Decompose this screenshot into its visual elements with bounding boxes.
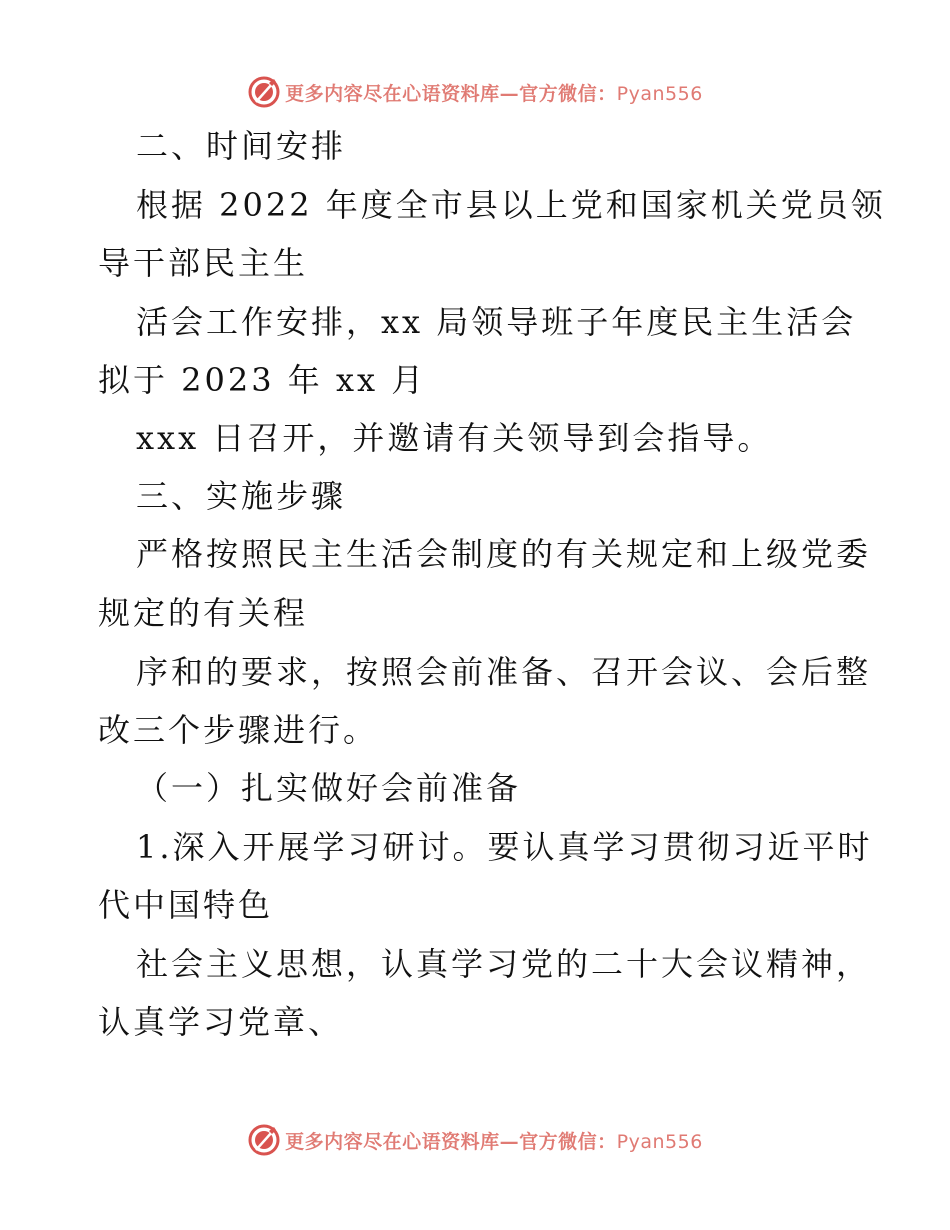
paragraph-line: 规定的有关程	[98, 594, 309, 632]
section-heading: 二、时间安排	[136, 127, 347, 165]
paragraph-line: 改三个步骤进行。	[98, 711, 379, 749]
pen-seal-icon	[247, 1123, 281, 1157]
paragraph-line: 序和的要求，按照会前准备、召开会议、会后整	[136, 653, 872, 691]
paragraph-line: 1.深入开展学习研讨。要认真学习贯彻习近平时	[136, 828, 873, 866]
paragraph-line: xxx 日召开，并邀请有关领导到会指导。	[136, 419, 773, 457]
paragraph-line: 严格按照民主生活会制度的有关规定和上级党委	[136, 535, 872, 573]
paragraph-line: 活会工作安排，xx 局领导班子年度民主生活会	[136, 303, 857, 341]
paragraph-line: 社会主义思想，认真学习党的二十大会议精神，	[136, 945, 872, 983]
section-heading: 三、实施步骤	[136, 477, 347, 515]
paragraph-line: 认真学习党章、	[98, 1003, 344, 1041]
footer-watermark	[0, 1120, 950, 1160]
pen-seal-icon	[247, 75, 281, 109]
paragraph-line: 拟于 2023 年 xx 月	[98, 361, 427, 399]
paragraph-line: 代中国特色	[98, 886, 274, 924]
watermark-text: 更多内容尽在心语资料库—官方微信：Pyan556	[285, 82, 703, 105]
paragraph-line: 根据 2022 年度全市县以上党和国家机关党员领	[136, 186, 886, 224]
paragraph-line: 导干部民主生	[98, 244, 309, 282]
watermark-text: 更多内容尽在心语资料库—官方微信：Pyan556	[285, 1130, 703, 1153]
header-watermark	[0, 72, 950, 112]
subsection-heading: （一）扎实做好会前准备	[136, 769, 522, 807]
